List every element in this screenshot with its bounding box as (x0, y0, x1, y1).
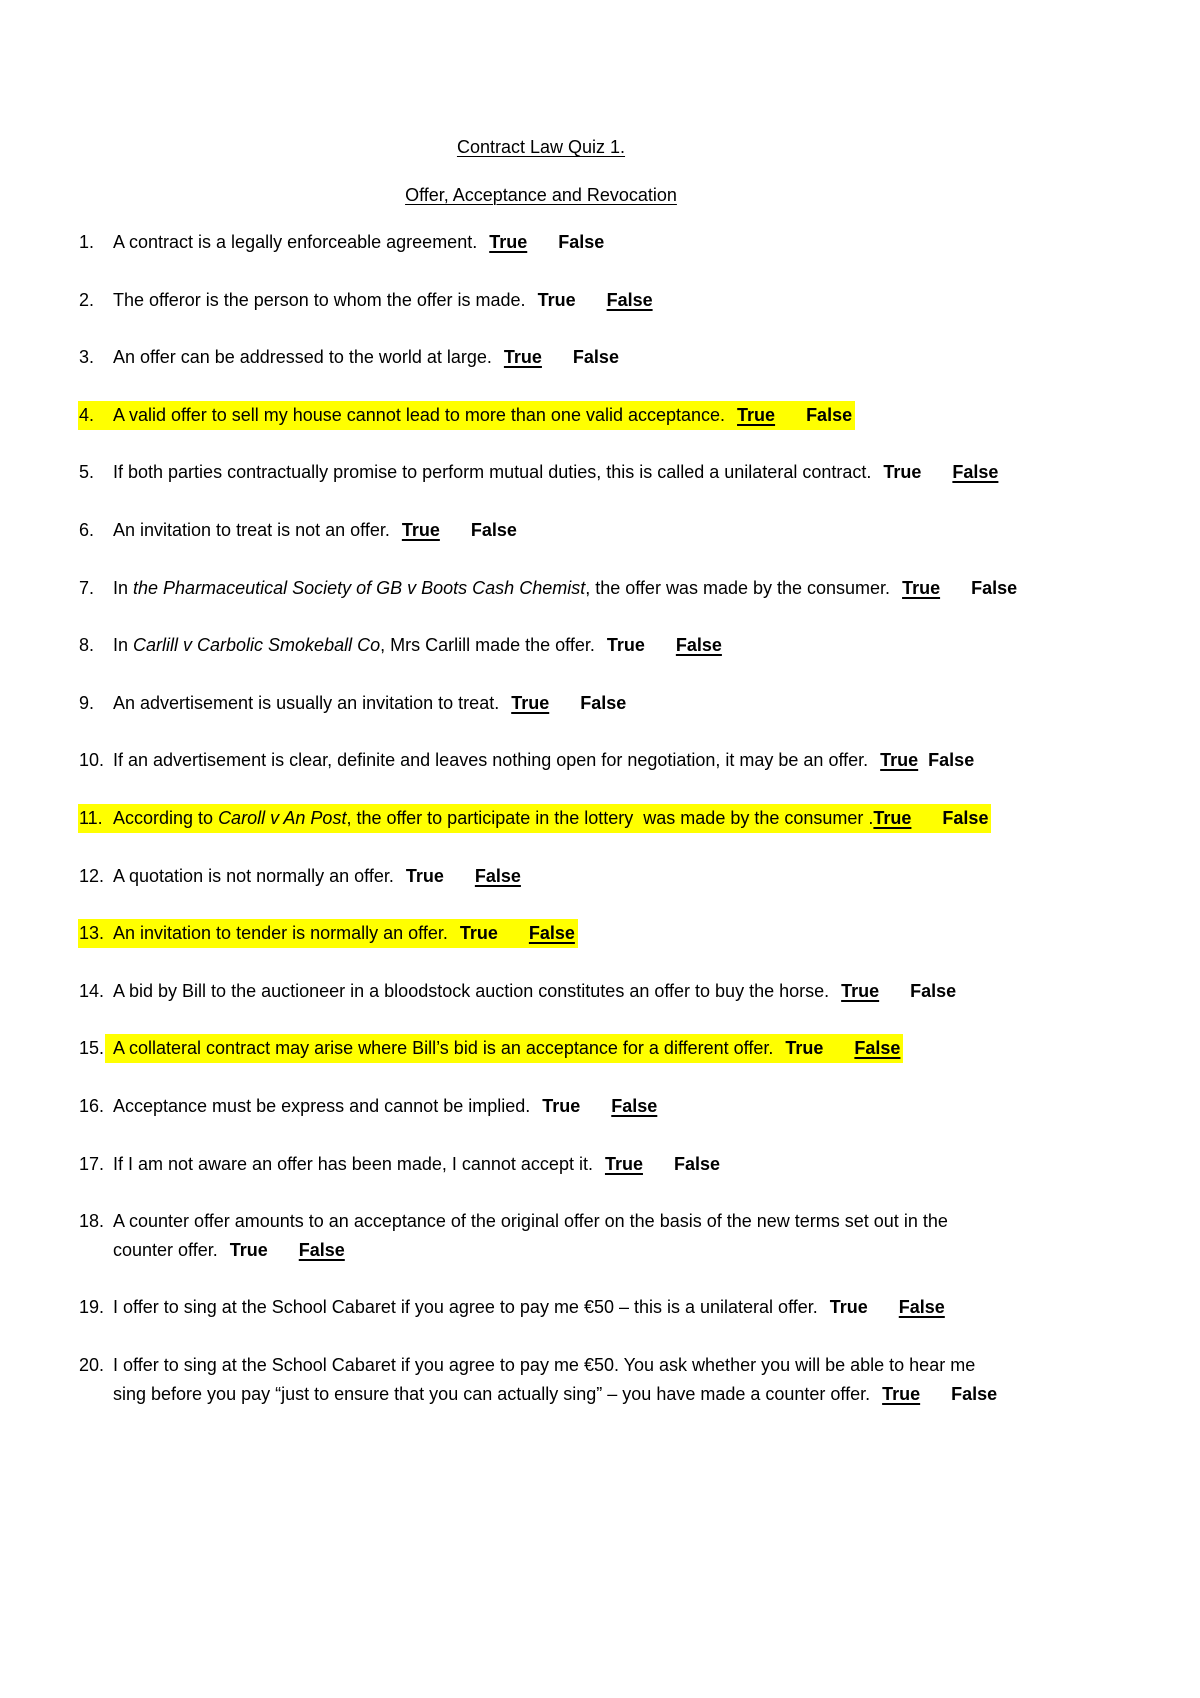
true-option: True (829, 1297, 868, 1318)
question-8 (78, 631, 1178, 660)
question-row (78, 1034, 903, 1063)
question-row (78, 1207, 951, 1265)
statement-text: An invitation to treat is not an offer. (113, 519, 390, 540)
question-row (78, 977, 959, 1006)
false-option: False (898, 1297, 945, 1318)
title-text: Contract Law Quiz 1. (456, 137, 626, 157)
question-14 (78, 977, 1178, 1006)
question-number: 4. (79, 404, 95, 425)
page-subtitle (0, 181, 1082, 210)
true-option: True (537, 289, 576, 310)
question-statement (105, 574, 1020, 603)
false-option: False (910, 980, 957, 1001)
question-row (78, 516, 520, 545)
question-20 (78, 1351, 1178, 1409)
question-row (78, 804, 991, 833)
true-option: True (405, 865, 444, 886)
statement-text: In (113, 577, 134, 598)
statement-text: Acceptance must be express and cannot be implied. (113, 1095, 531, 1116)
question-number: 15. (79, 1038, 105, 1059)
question-number: 14. (79, 980, 105, 1001)
question-statement (105, 631, 725, 660)
question-statement (105, 286, 656, 315)
question-number: 16. (79, 1095, 105, 1116)
page-title (0, 133, 1082, 162)
question-statement (105, 919, 578, 948)
true-option: True (503, 347, 542, 368)
question-statement (105, 1150, 723, 1179)
statement-text: A collateral contract may arise where Bill’s bid is an acceptance for a different offer. (113, 1038, 774, 1059)
true-option: True (401, 519, 440, 540)
question-number: 3. (79, 347, 95, 368)
statement-text: An advertisement is usually an invitation to treat. (113, 692, 500, 713)
true-option: True (785, 1038, 824, 1059)
question-7 (78, 574, 1178, 603)
question-13 (78, 919, 1178, 948)
false-option: False (854, 1038, 901, 1059)
question-number: 17. (79, 1153, 105, 1174)
true-option: True (873, 807, 912, 828)
statement-text: If an advertisement is clear, definite and leaves nothing open for negotiation, it may be an offer. (113, 750, 869, 771)
statement-text: A counter offer amounts to an acceptance of the original offer on the basis of the new terms set out in the (113, 1211, 948, 1232)
false-option: False (673, 1153, 720, 1174)
false-option: False (558, 232, 605, 252)
true-option: True (489, 232, 528, 252)
statement-text: In (113, 635, 134, 656)
question-row (78, 458, 1001, 487)
question-number: 20. (79, 1355, 105, 1376)
false-option: False (528, 923, 575, 944)
true-option: True (606, 635, 645, 656)
question-12 (78, 862, 1178, 891)
statement-text: A bid by Bill to the auctioneer in a bloodstock auction constitutes an offer to buy the horse. (113, 980, 830, 1001)
question-row (78, 919, 578, 948)
question-number: 11. (79, 807, 103, 828)
question-19 (78, 1293, 1178, 1322)
false-option: False (675, 635, 722, 656)
question-row (78, 746, 977, 775)
question-statement (105, 458, 1001, 487)
statement-text-after: , the offer to participate in the lottery was made by the consumer . (346, 807, 874, 828)
question-number: 9. (79, 692, 95, 713)
question-row (78, 689, 629, 718)
question-number: 10. (79, 750, 105, 771)
statement-text: The offeror is the person to whom the offer is made. (113, 289, 526, 310)
question-row (78, 1150, 723, 1179)
question-statement (105, 746, 977, 775)
statement-text: I offer to sing at the School Cabaret if you agree to pay me €50 – this is a unilateral offer. (113, 1297, 818, 1318)
false-option: False (611, 1095, 658, 1116)
question-statement (105, 1351, 1000, 1409)
case-name: the Pharmaceutical Society of GB v Boots Cash Chemist (133, 577, 586, 598)
question-16 (78, 1092, 1178, 1121)
question-number: 5. (79, 462, 95, 483)
false-option: False (952, 462, 999, 483)
question-number: 2. (79, 289, 95, 310)
question-4 (78, 401, 1178, 430)
question-11 (78, 804, 1178, 833)
question-statement (105, 516, 520, 545)
question-15 (78, 1034, 1178, 1063)
question-number: 13. (79, 923, 105, 944)
false-option: False (806, 404, 853, 425)
statement-text: According to (113, 807, 219, 828)
question-statement (105, 228, 607, 257)
question-number: 6. (79, 519, 95, 540)
quiz-list (78, 228, 1178, 1437)
true-option: True (737, 404, 776, 425)
question-statement (105, 689, 629, 718)
question-9 (78, 689, 1178, 718)
true-option: True (542, 1095, 581, 1116)
question-row (78, 1293, 948, 1322)
true-option: True (459, 923, 498, 944)
false-option: False (474, 865, 521, 886)
false-option: False (606, 289, 653, 310)
question-1 (78, 228, 1178, 257)
false-option: False (572, 347, 619, 368)
false-option: False (942, 807, 989, 828)
false-option: False (298, 1239, 345, 1260)
subtitle-text: Offer, Acceptance and Revocation (405, 185, 677, 205)
true-option: True (841, 980, 880, 1001)
true-option: True (229, 1239, 268, 1260)
true-option: True (902, 577, 941, 598)
false-option: False (580, 692, 627, 713)
question-row (78, 574, 1020, 603)
question-statement (105, 862, 524, 891)
question-18 (78, 1207, 1178, 1265)
question-17 (78, 1150, 1178, 1179)
question-number: 12. (79, 865, 105, 886)
statement-text: A valid offer to sell my house cannot lead to more than one valid acceptance. (113, 404, 726, 425)
statement-text: A contract is a legally enforceable agreement. (113, 232, 478, 252)
question-number: 18. (79, 1211, 105, 1232)
statement-text: If both parties contractually promise to perform mutual duties, this is called a unilateral contract. (113, 462, 872, 483)
question-6 (78, 516, 1178, 545)
false-option: False (928, 750, 975, 771)
case-name: Carlill v Carbolic Smokeball Co (133, 635, 381, 656)
question-statement (105, 977, 959, 1006)
question-3 (78, 343, 1178, 372)
true-option: True (604, 1153, 643, 1174)
statement-text: An invitation to tender is normally an offer. (113, 923, 448, 944)
question-statement (105, 1293, 948, 1322)
statement-text: A quotation is not normally an offer. (113, 865, 394, 886)
question-row (78, 286, 656, 315)
question-row (78, 862, 524, 891)
question-number: 19. (79, 1297, 105, 1318)
question-row (78, 343, 622, 372)
statement-text: An offer can be addressed to the world at large. (113, 347, 492, 368)
statement-text: I offer to sing at the School Cabaret if you agree to pay me €50. You ask whether you will be able to hear me (113, 1355, 976, 1376)
statement-text-after: , Mrs Carlill made the offer. (380, 635, 595, 656)
true-option: True (880, 750, 919, 771)
false-option: False (971, 577, 1018, 598)
question-row (78, 631, 725, 660)
true-option: True (882, 1383, 921, 1404)
false-option: False (470, 519, 517, 540)
question-number: 7. (79, 577, 95, 598)
case-name: Caroll v An Post (218, 807, 347, 828)
question-row (78, 401, 855, 430)
question-row (78, 1092, 660, 1121)
question-statement (105, 1092, 660, 1121)
question-statement (105, 343, 622, 372)
statement-text-after: , the offer was made by the consumer. (585, 577, 891, 598)
question-statement (105, 401, 855, 430)
question-number: 1. (79, 232, 95, 252)
question-10 (78, 746, 1178, 775)
true-option: True (511, 692, 550, 713)
statement-text-line-2: sing before you pay “just to ensure that you can actually sing” – you have made a counter offer. (113, 1383, 871, 1404)
question-statement (105, 804, 991, 833)
statement-text: If I am not aware an offer has been made, I cannot accept it. (113, 1153, 593, 1174)
question-statement (105, 1207, 951, 1265)
false-option: False (951, 1383, 998, 1404)
question-row (78, 228, 607, 257)
question-statement (105, 1034, 903, 1063)
question-number: 8. (79, 635, 95, 656)
true-option: True (883, 462, 922, 483)
question-row (78, 1351, 1000, 1409)
question-2 (78, 286, 1178, 315)
question-5 (78, 458, 1178, 487)
statement-text-line-2: counter offer. (113, 1239, 218, 1260)
